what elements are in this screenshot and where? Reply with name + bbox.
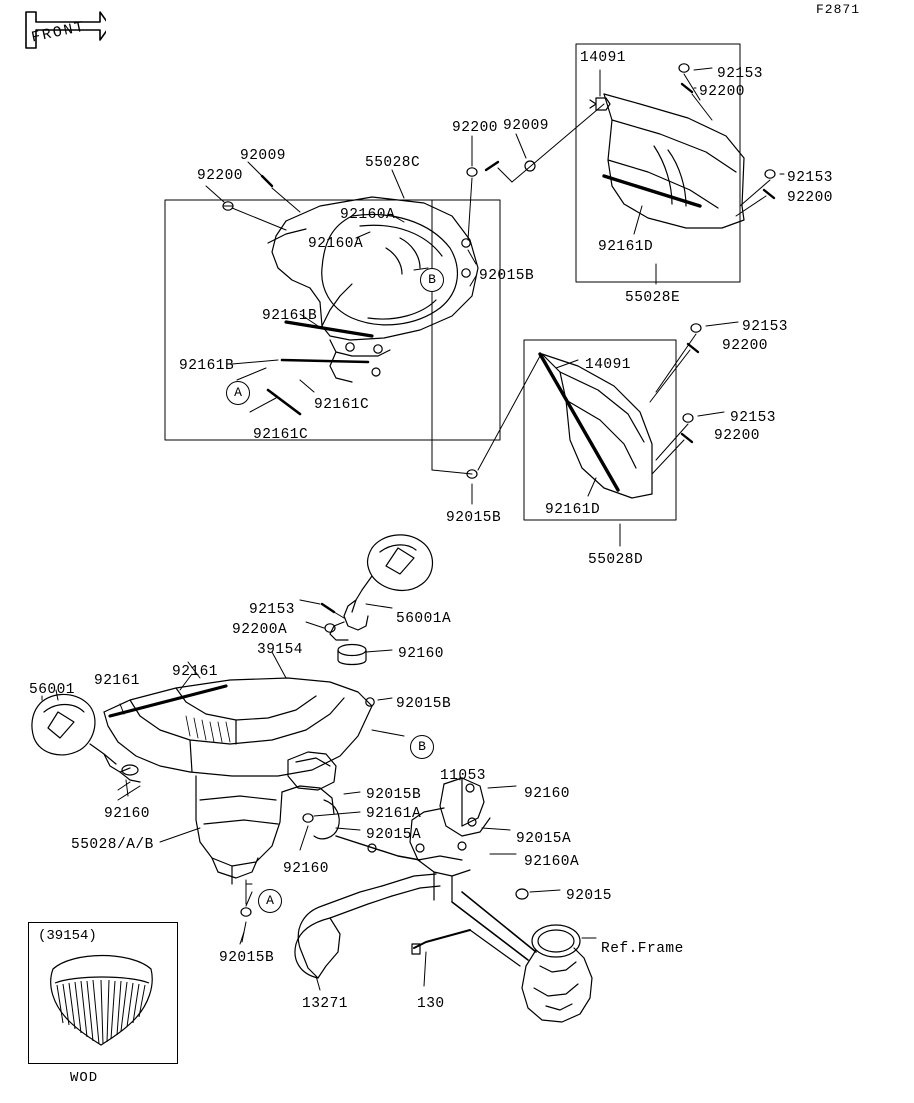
part-callout: 92160 <box>398 646 445 662</box>
part-callout: 92015B <box>479 268 535 284</box>
part-callout: 92160A <box>524 854 580 870</box>
part-callout: 92160 <box>283 861 330 877</box>
part-callout: 92161B <box>179 358 235 374</box>
part-callout: 92153 <box>730 410 777 426</box>
part-callout: 92015A <box>516 831 572 847</box>
part-callout: 55028C <box>365 155 421 171</box>
wod-inset-title: (39154) <box>38 928 97 944</box>
part-callout: 55028D <box>588 552 644 568</box>
part-callout: 92161 <box>94 673 141 689</box>
part-callout: 92200 <box>197 168 244 184</box>
part-callout: 92009 <box>503 118 550 134</box>
part-callout: 92200 <box>714 428 761 444</box>
sheet-code: F2871 <box>816 2 861 17</box>
part-callout: 92160 <box>524 786 571 802</box>
part-callout: 92200 <box>787 190 834 206</box>
part-callout: 92161D <box>545 502 601 518</box>
part-callout: 39154 <box>257 642 304 658</box>
part-callout: 13271 <box>302 996 349 1012</box>
part-callout: 56001A <box>396 611 452 627</box>
part-callout: 92161 <box>172 664 219 680</box>
part-callout: 130 <box>417 996 445 1012</box>
part-callout: 92160A <box>308 236 364 252</box>
part-callout: 92153 <box>717 66 764 82</box>
part-callout: 92200 <box>452 120 499 136</box>
part-callout: 92200 <box>699 84 746 100</box>
part-callout: 92015B <box>446 510 502 526</box>
detail-balloon: A <box>258 889 282 913</box>
part-callout: 92161D <box>598 239 654 255</box>
part-callout: 92161C <box>314 397 370 413</box>
part-callout: 92200 <box>722 338 769 354</box>
part-callout: 92161A <box>366 806 422 822</box>
detail-balloon: B <box>420 268 444 292</box>
part-callout: 56001 <box>29 682 76 698</box>
part-callout: 92153 <box>742 319 789 335</box>
part-callout: 92161C <box>253 427 309 443</box>
part-callout: 92160 <box>104 806 151 822</box>
detail-balloon: B <box>410 735 434 759</box>
part-callout: 11053 <box>440 768 487 784</box>
part-callout: 92015A <box>366 827 422 843</box>
part-callout: 92160A <box>340 207 396 223</box>
part-callout: 92015B <box>219 950 275 966</box>
part-callout: 92200A <box>232 622 288 638</box>
part-callout: 92009 <box>240 148 287 164</box>
part-callout: 92153 <box>787 170 834 186</box>
part-callout: 14091 <box>580 50 627 66</box>
part-callout: 92153 <box>249 602 296 618</box>
detail-balloon: A <box>226 381 250 405</box>
part-callout: 55028/A/B <box>71 837 154 853</box>
part-callout: 14091 <box>585 357 632 373</box>
part-callout: Ref.Frame <box>601 941 684 957</box>
part-callout: 92015B <box>396 696 452 712</box>
front-label: FRONT <box>29 18 88 47</box>
part-callout: 92015B <box>366 787 422 803</box>
wod-inset-caption: WOD <box>70 1070 99 1086</box>
part-callout: 92015 <box>566 888 613 904</box>
part-callout: 55028E <box>625 290 681 306</box>
part-callout: 92161B <box>262 308 318 324</box>
